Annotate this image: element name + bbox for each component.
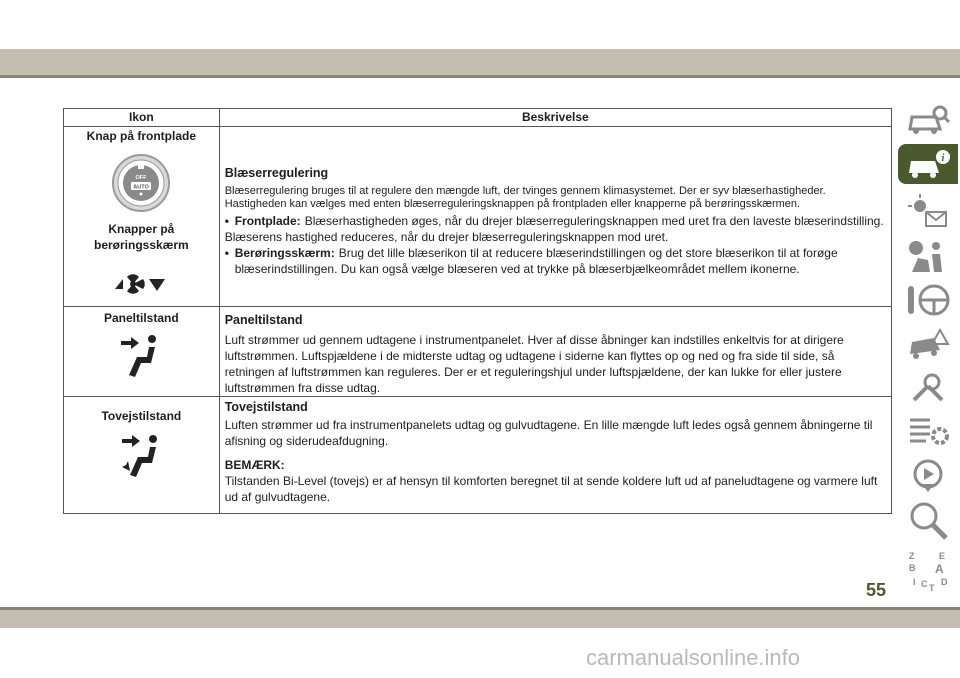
sidebar-item-airbag-seatbelt[interactable] [898, 236, 958, 276]
fan-bullet-touch-text: Brug det lille blæserikon til at reducere blæserindstillingen og det store blæserikon til at forøge blæserindstillingen. Du kan også vælge blæseren ved at trykke på blæserbjælkeområdet mellem ikonerne. [234, 246, 838, 276]
icon-label-panel: Paneltilstand [104, 311, 179, 325]
icon-cell-fan [64, 127, 220, 307]
car-crash-icon [906, 326, 950, 362]
bilevel-note-text: Tilstanden Bi-Level (tovejs) er af hensyn til komforten beregnet til at sende koldere luft ud af paneludtagene og varmere luft ud af gulvudtagene. [224, 474, 878, 504]
media-navigation-icon [906, 458, 950, 494]
desc-cell-bilevel [219, 397, 891, 514]
icon-label-front-panel: Knap på frontplade [86, 129, 197, 143]
index-letter: I [913, 577, 916, 587]
table-row [64, 127, 892, 307]
fan-speed-icon [113, 273, 169, 295]
sidebar-item-steering-wheel[interactable] [898, 280, 958, 320]
top-band-line [0, 75, 960, 78]
search-icon [906, 500, 950, 540]
desc-cell-fan [219, 127, 891, 307]
sidebar-item-car-crash[interactable] [898, 324, 958, 364]
fan-bullet-front-label: Frontplade: [234, 214, 301, 228]
sidebar-item-media-navigation[interactable] [898, 456, 958, 496]
knob-auto-label: AUTO [133, 184, 150, 191]
icon-cell-bilevel [64, 397, 220, 514]
car-search-icon [906, 103, 950, 137]
page-number: 55 [866, 580, 887, 600]
bullet-dot: • [224, 246, 229, 260]
car-info-icon [905, 147, 951, 181]
sidebar-item-car-search[interactable] [898, 100, 958, 140]
index-letter: A [935, 562, 944, 576]
icon-label-bilevel: Tovejstilstand [101, 409, 182, 423]
index-letters-icon [905, 549, 951, 593]
svg-text:i: i [941, 153, 945, 164]
sidebar-item-car-info[interactable] [898, 144, 958, 184]
table-header-row [64, 109, 892, 127]
tools-icon [906, 370, 950, 406]
index-letter: B [909, 563, 916, 573]
fan-bullet-touch-label: Berøringsskærm: [234, 246, 335, 260]
fan-knob-icon [111, 153, 171, 213]
panel-title: Paneltilstand [224, 313, 303, 327]
climate-table [63, 108, 892, 514]
top-decoration [0, 0, 960, 52]
table-row [64, 307, 892, 397]
watermark: carmanualsonline.info [586, 645, 801, 670]
sidebar-item-warning-lights[interactable] [898, 192, 958, 232]
specs-list-icon [906, 414, 950, 450]
index-letter: T [929, 583, 935, 593]
top-band [0, 49, 960, 75]
header-icon: Ikon [64, 109, 220, 127]
fan-bullet-touch [225, 245, 885, 277]
warning-lights-icon [906, 194, 950, 230]
panel-mode-icon [119, 333, 163, 379]
airbag-seatbelt-icon [906, 238, 950, 274]
fan-bullet-front-text: Blæserhastigheden øges, når du drejer blæserreguleringsknappen med uret fra den laveste blæserindstilling. [304, 214, 884, 228]
bilevel-text: Luften strømmer ud fra instrumentpanelets udtag og gulvudtagene. En lille mængde luft ledes også gennem åbningerne til afisning og siderudeafdugning. [224, 418, 873, 448]
bilevel-title: Tovejstilstand [224, 400, 308, 414]
sidebar-item-tools[interactable] [898, 368, 958, 408]
icon-label-touchscreen: Knapper på berøringsskærm [94, 222, 189, 252]
fan-bullet-front-sub: Blæserens hastighed reduceres, når du drejer blæserreguleringsknappen mod uret. [224, 230, 669, 244]
chapter-sidebar [896, 96, 960, 616]
sidebar-item-index[interactable] [898, 548, 958, 594]
footer-band [0, 610, 960, 628]
table-row [64, 397, 892, 514]
index-letter: D [941, 577, 948, 587]
fan-intro: Blæserregulering bruges til at regulere den mængde luft, der tvinges gennem klimasystemet. Der er syv blæserhastigheder. Hastigheden kan vælges med enten blæserreguleringsknappen på frontpladen eller knapperne på berøringsskærmen. [224, 185, 826, 210]
index-letter: C [921, 579, 928, 589]
fan-title: Blæserregulering [224, 166, 329, 180]
sidebar-item-specs-list[interactable] [898, 412, 958, 452]
desc-cell-panel [219, 307, 891, 397]
bullet-dot: • [224, 214, 229, 228]
knob-off-label: OFF [135, 175, 147, 181]
header-description: Beskrivelse [219, 109, 891, 127]
index-letter: E [939, 551, 946, 561]
bilevel-mode-icon [118, 433, 164, 479]
index-letter: Z [909, 551, 915, 561]
icon-cell-panel [64, 307, 220, 397]
panel-text: Luft strømmer ud gennem udtagene i instrumentpanelet. Hver af disse åbninger kan indstilles enkeltvis for at dirigere luftstrømmen. Luftspjældene i de midterste udtag og udtagene i siderne kan flyttes op og ned og fra side til side, så retningen af luftstrømmen kan reguleres. Der er et reguleringshjul under luftspjældene, der kan lukke for eller justere luftstrømmen fra disse udtag. [224, 333, 844, 395]
steering-wheel-icon [906, 282, 950, 318]
sidebar-item-search[interactable] [898, 500, 958, 540]
bilevel-note-label: BEMÆRK: [224, 458, 285, 472]
fan-bullet-front [225, 213, 885, 229]
